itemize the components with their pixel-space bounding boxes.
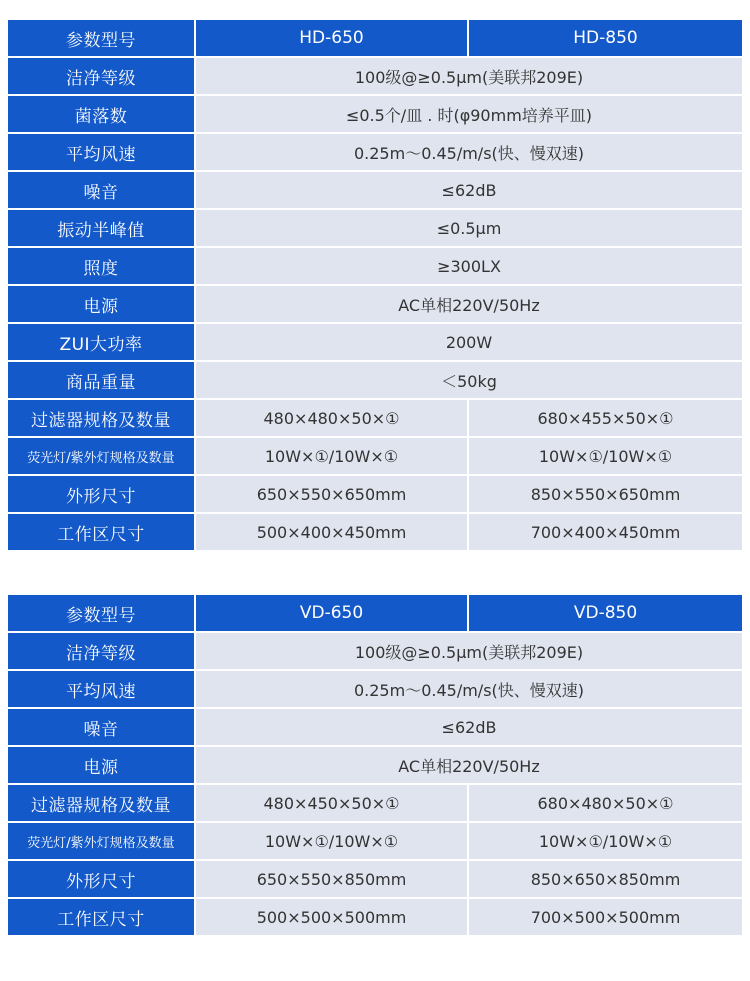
row-value: 480×450×50×①: [196, 785, 469, 823]
spec-table-vd: [8, 595, 742, 937]
row-value: 10W×①/10W×①: [196, 438, 469, 476]
row-label: 外形尺寸: [8, 476, 196, 514]
row-value: 100级@≥0.5μm(美联邦209E): [196, 58, 742, 96]
row-value: 0.25m～0.45/m/s(快、慢双速): [196, 134, 742, 172]
row-label: 照度: [8, 248, 196, 286]
row-label: 洁净等级: [8, 58, 196, 96]
row-value: 700×500×500mm: [469, 899, 742, 937]
table-row: [8, 823, 742, 861]
table-row: [8, 96, 742, 134]
row-value: 200W: [196, 324, 742, 362]
table-row: [8, 514, 742, 552]
table-header-row: [8, 20, 742, 58]
row-value: ≤0.5μm: [196, 210, 742, 248]
header-label: 参数型号: [8, 20, 196, 58]
row-value: 680×455×50×①: [469, 400, 742, 438]
row-label: 过滤器规格及数量: [8, 400, 196, 438]
row-value: 500×400×450mm: [196, 514, 469, 552]
spec-table-hd: [8, 20, 742, 552]
row-value: 10W×①/10W×①: [196, 823, 469, 861]
table-row: [8, 633, 742, 671]
table-row: [8, 709, 742, 747]
table-row: [8, 58, 742, 96]
row-label: 电源: [8, 747, 196, 785]
model-header: VD-650: [196, 595, 469, 633]
row-label: 噪音: [8, 172, 196, 210]
row-value: 850×550×650mm: [469, 476, 742, 514]
row-label: 过滤器规格及数量: [8, 785, 196, 823]
row-label: 洁净等级: [8, 633, 196, 671]
header-label: 参数型号: [8, 595, 196, 633]
row-value: ≤62dB: [196, 709, 742, 747]
table-row: [8, 671, 742, 709]
row-value: 650×550×650mm: [196, 476, 469, 514]
spec-table-vd-body: [8, 595, 742, 937]
table-header-row: [8, 595, 742, 633]
model-header: HD-650: [196, 20, 469, 58]
row-label: 噪音: [8, 709, 196, 747]
model-header: HD-850: [469, 20, 742, 58]
row-value: ≥300LX: [196, 248, 742, 286]
row-value: 700×400×450mm: [469, 514, 742, 552]
row-label: 平均风速: [8, 671, 196, 709]
row-value: 650×550×850mm: [196, 861, 469, 899]
table-row: [8, 861, 742, 899]
row-label: 振动半峰值: [8, 210, 196, 248]
spec-table-hd-body: [8, 20, 742, 552]
row-value: AC单相220V/50Hz: [196, 747, 742, 785]
table-row: [8, 134, 742, 172]
table-row: [8, 248, 742, 286]
table-row: [8, 400, 742, 438]
row-value: 480×480×50×①: [196, 400, 469, 438]
table-row: [8, 438, 742, 476]
row-value: 850×650×850mm: [469, 861, 742, 899]
table-row: [8, 172, 742, 210]
table-row: [8, 785, 742, 823]
row-label: 菌落数: [8, 96, 196, 134]
row-label: 工作区尺寸: [8, 514, 196, 552]
table-row: [8, 324, 742, 362]
model-header: VD-850: [469, 595, 742, 633]
row-label: 荧光灯/紫外灯规格及数量: [8, 823, 196, 861]
row-value: 680×480×50×①: [469, 785, 742, 823]
table-row: [8, 286, 742, 324]
table-row: [8, 747, 742, 785]
row-value: ≤0.5个/皿 . 时(φ90mm培养平皿): [196, 96, 742, 134]
row-label: 外形尺寸: [8, 861, 196, 899]
table-row: [8, 899, 742, 937]
row-value: 100级@≥0.5μm(美联邦209E): [196, 633, 742, 671]
row-value: AC单相220V/50Hz: [196, 286, 742, 324]
row-label: 荧光灯/紫外灯规格及数量: [8, 438, 196, 476]
row-value: 500×500×500mm: [196, 899, 469, 937]
row-label: 平均风速: [8, 134, 196, 172]
row-value: ≤62dB: [196, 172, 742, 210]
row-value: 10W×①/10W×①: [469, 823, 742, 861]
row-label: ZUI大功率: [8, 324, 196, 362]
table-row: [8, 476, 742, 514]
row-value: 0.25m～0.45/m/s(快、慢双速): [196, 671, 742, 709]
row-label: 电源: [8, 286, 196, 324]
row-label: 商品重量: [8, 362, 196, 400]
row-label: 工作区尺寸: [8, 899, 196, 937]
table-row: [8, 210, 742, 248]
table-row: [8, 362, 742, 400]
row-value: 10W×①/10W×①: [469, 438, 742, 476]
row-value: ＜50kg: [196, 362, 742, 400]
